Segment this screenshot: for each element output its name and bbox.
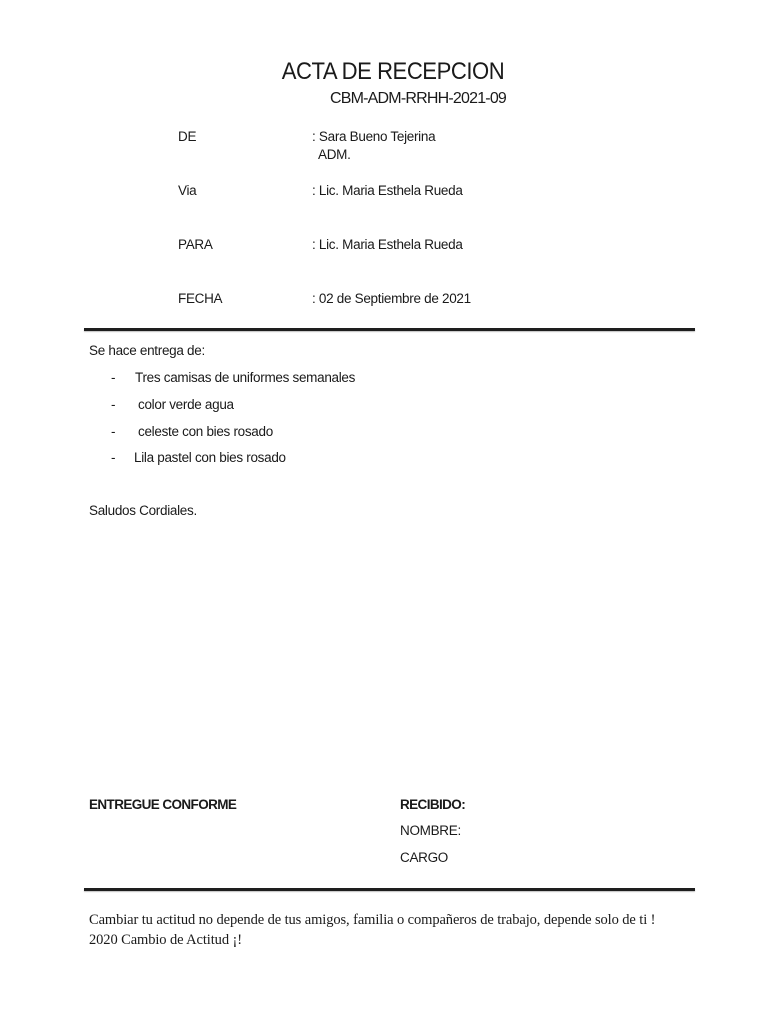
- list-bullet: -: [111, 370, 116, 385]
- para-value: : Lic. Maria Esthela Rueda: [312, 237, 463, 252]
- list-item: Lila pastel con bies rosado: [134, 450, 286, 465]
- list-item: celeste con bies rosado: [138, 424, 273, 439]
- received-heading: RECIBIDO:: [400, 797, 466, 812]
- document-code: CBM-ADM-RRHH-2021-09: [330, 90, 507, 107]
- delivered-heading: ENTREGUE CONFORME: [89, 797, 237, 812]
- nombre-label: NOMBRE:: [400, 823, 461, 838]
- header-divider: [84, 328, 695, 331]
- de-label: DE: [178, 129, 197, 144]
- de-position: ADM.: [318, 147, 351, 162]
- fecha-label: FECHA: [178, 291, 223, 306]
- footer-divider: [84, 888, 695, 891]
- closing-text: Saludos Cordiales.: [89, 503, 197, 518]
- via-value: : Lic. Maria Esthela Rueda: [312, 183, 463, 198]
- footer-motto: Cambiar tu actitud no depende de tus amigos, familia o compañeros de trabajo, depende solo de ti !: [89, 912, 656, 928]
- list-item: color verde agua: [138, 397, 234, 412]
- cargo-label: CARGO: [400, 850, 449, 865]
- list-bullet: -: [111, 450, 116, 465]
- list-bullet: -: [111, 424, 116, 439]
- list-item: Tres camisas de uniformes semanales: [135, 370, 356, 385]
- para-label: PARA: [178, 237, 213, 252]
- fecha-value: : 02 de Septiembre de 2021: [312, 291, 471, 306]
- document-title: ACTA DE RECEPCION: [281, 58, 505, 85]
- footer-slogan: 2020 Cambio de Actitud ¡!: [89, 932, 242, 948]
- list-bullet: -: [111, 397, 116, 412]
- intro-text: Se hace entrega de:: [89, 343, 205, 358]
- de-value: : Sara Bueno Tejerina: [312, 129, 436, 144]
- via-label: Via: [178, 183, 197, 198]
